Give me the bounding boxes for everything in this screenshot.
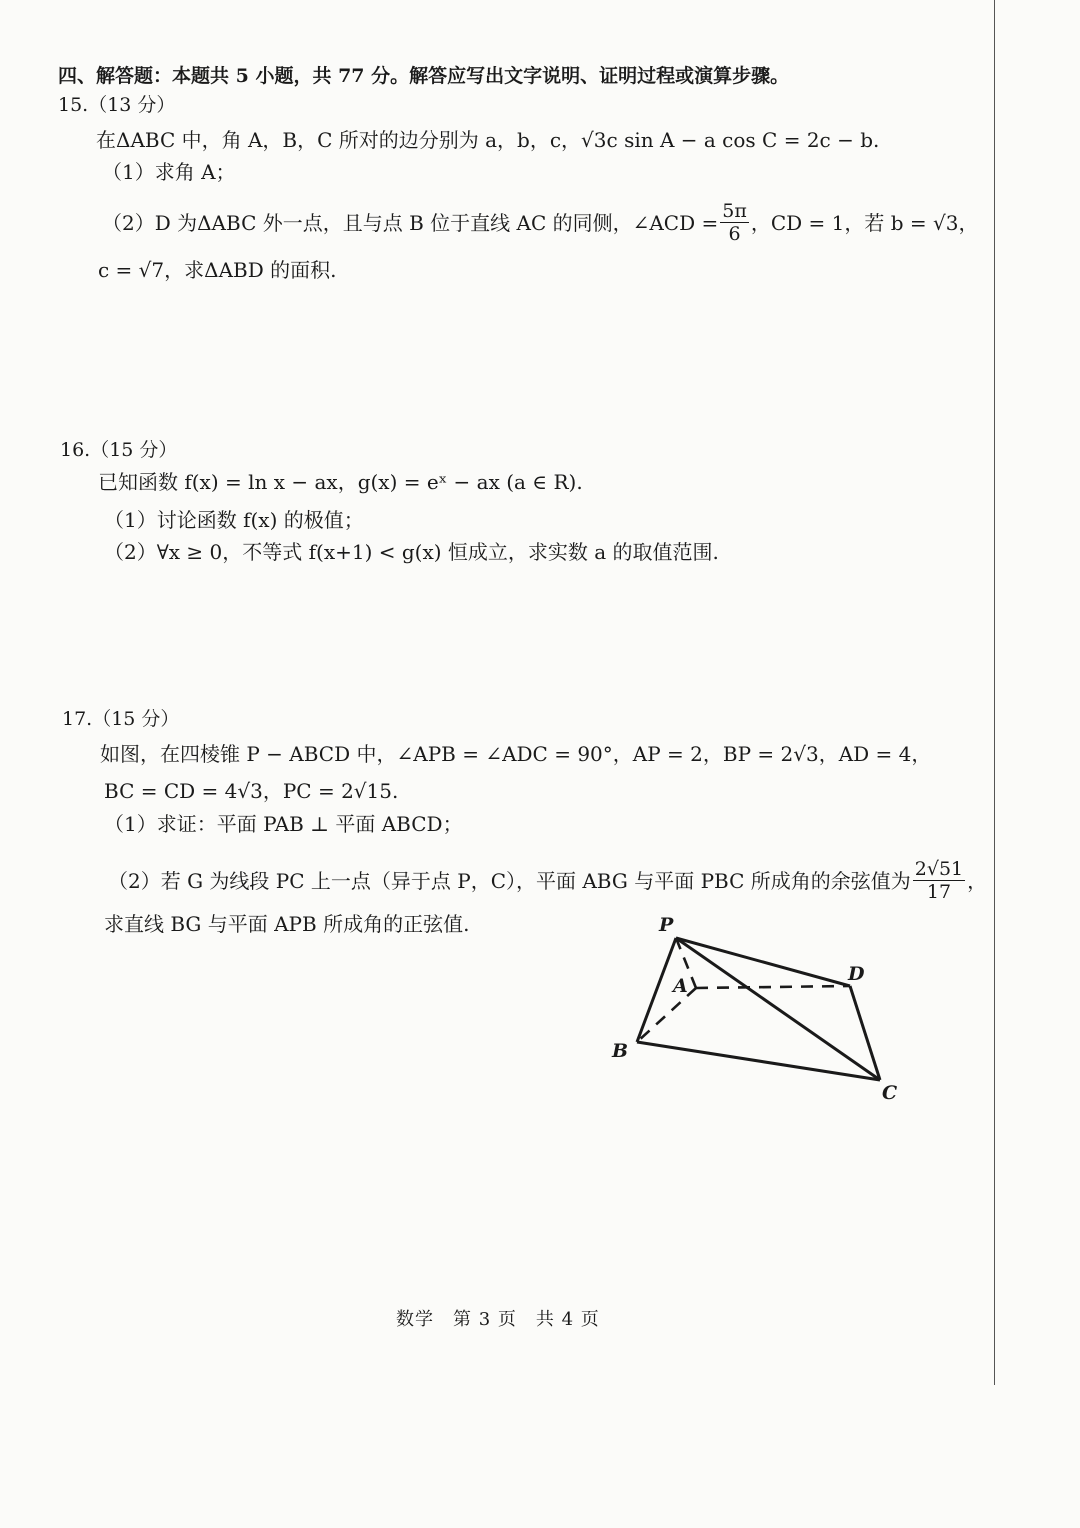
edge-dc: [850, 986, 880, 1080]
label-d: D: [848, 963, 865, 985]
q16-part1: （1）讨论函数 f(x) 的极值；: [104, 508, 364, 532]
q15-number: 15.（13 分）: [58, 94, 176, 116]
section-header: 四、解答题：本题共 5 小题，共 77 分。解答应写出文字说明、证明过程或演算步骤。: [58, 65, 790, 87]
q15-frac-den: 6: [728, 223, 741, 245]
edge-ad: [696, 986, 850, 988]
q17-number: 17.（15 分）: [62, 708, 180, 730]
label-c: C: [882, 1082, 898, 1104]
q15-angle-fraction: [720, 200, 749, 245]
q15-stem: 在ΔABC 中，角 A，B，C 所对的边分别为 a，b，c，√3c sin A − a cos C = 2c − b.: [96, 128, 880, 152]
q17-frac-den: 17: [926, 881, 952, 903]
q16-stem: 已知函数 f(x) = ln x − ax，g(x) = eˣ − ax (a ∈ R).: [98, 470, 583, 494]
page-footer: 数学 第 3 页 共 4 页: [396, 1309, 600, 1330]
edge-pb: [637, 938, 676, 1042]
edge-pd: [676, 938, 850, 986]
q17-part2-text-b: ，: [967, 868, 988, 893]
label-a: A: [673, 975, 688, 997]
q16-part2: （2）∀x ≥ 0，不等式 f(x+1) < g(x) 恒成立，求实数 a 的取值范围.: [104, 540, 719, 564]
q17-part2-text-a: （2）若 G 为线段 PC 上一点（异于点 P，C），平面 ABG 与平面 PBC 所成角的余弦值为: [108, 868, 911, 893]
q17-stem-line1: 如图，在四棱锥 P − ABCD 中，∠APB = ∠ADC = 90°，AP = 2，BP = 2√3，AD = 4，: [100, 742, 932, 766]
q15-part2-text-a: （2）D 为ΔABC 外一点，且与点 B 位于直线 AC 的同侧，∠ACD =: [102, 210, 719, 235]
q17-cos-fraction: [913, 858, 965, 903]
q17-stem-line2: BC = CD = 4√3，PC = 2√15.: [104, 779, 399, 803]
margin-rule: [994, 0, 995, 1385]
q15-part2-cont: c = √7，求ΔABD 的面积.: [98, 258, 337, 282]
pyramid-figure: [600, 900, 920, 1120]
edge-pc: [676, 938, 880, 1080]
q17-part2: [108, 858, 987, 903]
q15-frac-num: 5π: [722, 200, 747, 222]
label-b: B: [612, 1040, 629, 1062]
q15-part2: [102, 200, 978, 245]
label-p: P: [659, 914, 674, 936]
q16-number: 16.（15 分）: [60, 439, 178, 461]
q17-part2-cont: 求直线 BG 与平面 APB 所成角的正弦值.: [104, 912, 470, 936]
q17-frac-num: 2√51: [914, 858, 964, 880]
edge-bc: [637, 1042, 880, 1080]
q15-part2-text-b: ，CD = 1，若 b = √3，: [750, 210, 979, 235]
q15-part1: （1）求角 A；: [102, 160, 236, 184]
q17-part1: （1）求证：平面 PAB ⊥ 平面 ABCD；: [104, 812, 463, 836]
